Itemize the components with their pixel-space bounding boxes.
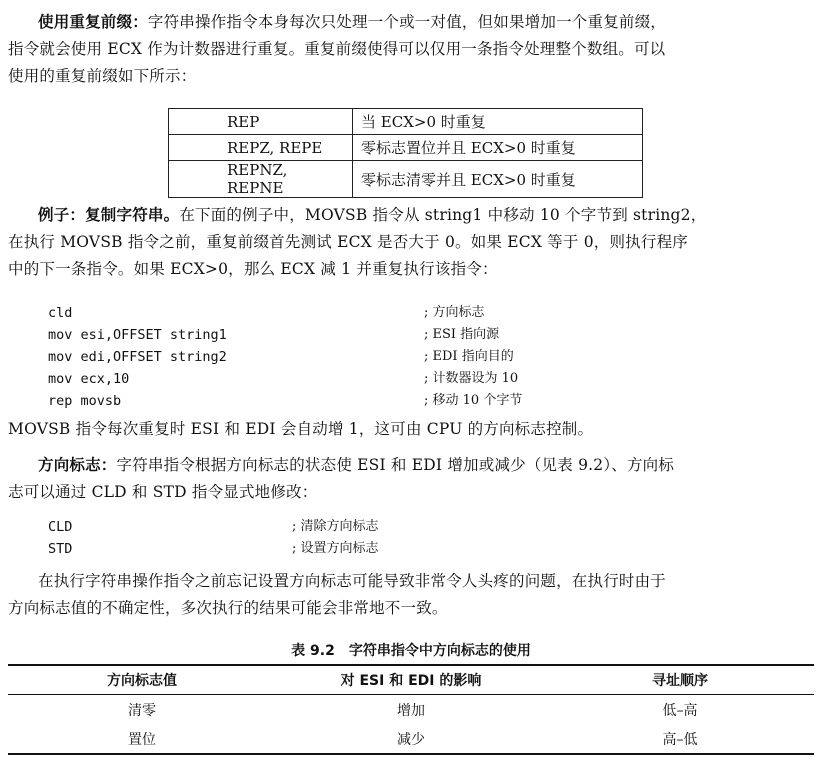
prefix-cell: REP bbox=[169, 109, 353, 135]
direction-flag-table bbox=[8, 664, 814, 755]
code-text: STD bbox=[48, 541, 73, 557]
column-header: 对 ESI 和 EDI 的影响 bbox=[276, 665, 546, 695]
repeat-prefix-paragraph bbox=[8, 8, 816, 90]
code-line bbox=[48, 390, 523, 412]
example-line-3: 中的下一条指令。如果 ECX>0，那么 ECX 减 1 并重复执行该指令： bbox=[8, 260, 498, 278]
table-caption: 表 9.2 字符串指令中方向标志的使用 bbox=[291, 643, 531, 659]
direction-flag-line-1: 字符串指令根据方向标志的状态使 ESI 和 EDI 增加或减少（见表 9.2）、方向标 bbox=[116, 456, 675, 474]
code-text: mov esi,OFFSET string1 bbox=[48, 327, 227, 343]
column-header: 寻址顺序 bbox=[546, 665, 814, 695]
code-line bbox=[48, 368, 519, 390]
table-cell: 置位 bbox=[8, 724, 276, 754]
warning-line-1: 在执行字符串操作指令之前忘记设置方向标志可能导致非常令人头疼的问题，在执行时由于 bbox=[38, 572, 667, 590]
code-comment: ; 方向标志 bbox=[424, 305, 485, 320]
example-line-2: 在执行 MOVSB 指令之前，重复前缀首先测试 ECX 是否大于 0。如果 ECX 等于 0，则执行程序 bbox=[8, 233, 688, 251]
example-paragraph bbox=[8, 201, 816, 283]
meaning-cell: 当 ECX>0 时重复 bbox=[353, 109, 643, 135]
repeat-prefix-table bbox=[168, 108, 643, 198]
repeat-prefix-line-3: 使用的重复前缀如下所示： bbox=[8, 67, 197, 85]
warning-line-2: 方向标志值的不确定性，多次执行的结果可能会非常地不一致。 bbox=[8, 599, 448, 617]
table-row bbox=[169, 109, 643, 135]
prefix-cell: REPZ, REPE bbox=[169, 135, 353, 161]
code-text: mov ecx,10 bbox=[48, 371, 130, 387]
table-cell: 低–高 bbox=[662, 702, 698, 719]
code-comment: ; 计数器设为 10 bbox=[424, 371, 519, 386]
table-row bbox=[8, 695, 814, 725]
code-line bbox=[48, 302, 485, 324]
code-block-movsb bbox=[48, 302, 523, 412]
repeat-prefix-heading: 使用重复前缀： bbox=[38, 12, 148, 31]
movsb-note bbox=[8, 416, 816, 443]
prefix-cell: REPNZ, REPNE bbox=[169, 161, 353, 198]
code-comment: ; 设置方向标志 bbox=[292, 541, 379, 556]
table-cell: 增加 bbox=[396, 702, 425, 719]
code-line bbox=[48, 346, 514, 368]
table-header-row bbox=[8, 665, 814, 695]
table-cell: 减少 bbox=[276, 724, 546, 754]
repeat-prefix-line-2: 指令就会使用 ECX 作为计数器进行重复。重复前缀使得可以仅用一条指令处理整个数组。可以 bbox=[8, 40, 666, 58]
table-row bbox=[169, 135, 643, 161]
column-header: 方向标志值 bbox=[8, 665, 276, 695]
code-line bbox=[48, 516, 379, 538]
example-heading: 例子：复制字符串。 bbox=[38, 205, 180, 224]
table-cell: 高–低 bbox=[546, 724, 814, 754]
direction-flag-paragraph bbox=[8, 451, 816, 506]
meaning-cell: 零标志清零并且 ECX>0 时重复 bbox=[353, 161, 643, 198]
direction-flag-heading: 方向标志： bbox=[38, 455, 117, 474]
code-comment: ; 清除方向标志 bbox=[292, 519, 379, 534]
code-text: cld bbox=[48, 305, 73, 321]
code-line bbox=[48, 538, 379, 560]
code-comment: ; ESI 指向源 bbox=[424, 327, 500, 342]
code-comment: ; 移动 10 个字节 bbox=[424, 393, 523, 408]
code-block-cld-std bbox=[48, 516, 379, 560]
code-comment: ; EDI 指向目的 bbox=[424, 349, 514, 364]
warning-paragraph bbox=[8, 568, 816, 622]
code-text: rep movsb bbox=[48, 393, 122, 409]
code-text: mov edi,OFFSET string2 bbox=[48, 349, 227, 365]
code-text: CLD bbox=[48, 519, 73, 535]
direction-flag-line-2: 志可以通过 CLD 和 STD 指令显式地修改： bbox=[8, 483, 318, 501]
meaning-cell: 零标志置位并且 ECX>0 时重复 bbox=[353, 135, 643, 161]
movsb-note-text: MOVSB 指令每次重复时 ESI 和 EDI 会自动增 1，这可由 CPU 的方向标志控制。 bbox=[8, 420, 594, 438]
repeat-prefix-line-1: 字符串操作指令本身每次只处理一个或一对值，但如果增加一个重复前缀， bbox=[147, 13, 667, 31]
example-line-1: 在下面的例子中，MOVSB 指令从 string1 中移动 10 个字节到 string2， bbox=[179, 206, 707, 224]
table-row bbox=[169, 161, 643, 198]
table-cell: 清零 bbox=[127, 702, 156, 719]
code-line bbox=[48, 324, 500, 346]
table-row bbox=[8, 724, 814, 754]
